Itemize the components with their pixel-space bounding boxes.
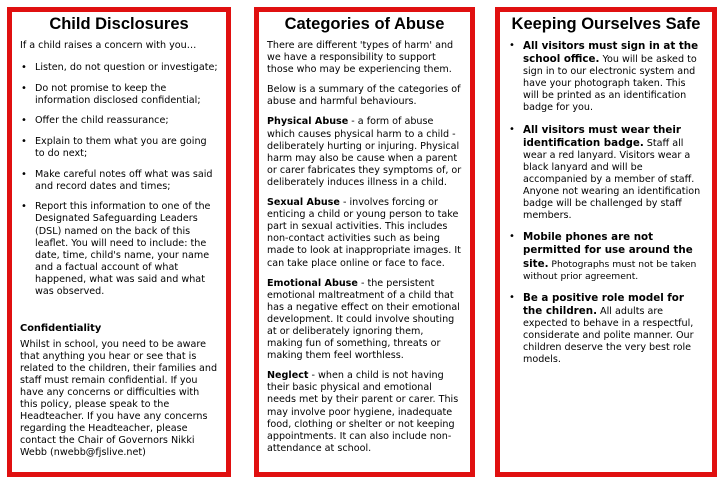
category-name: Physical Abuse bbox=[267, 116, 349, 128]
bullet-icon: • bbox=[21, 62, 27, 74]
category-name: Sexual Abuse bbox=[267, 197, 340, 209]
confidentiality-text: Whilst in school, you need to be aware that anything you hear or see that is related to the children, their families and staff must remain confidential. If you have any concerns or difficulties with this policy, please speak to the Headteacher. If you have any concerns regarding the Headteacher, please contact the Chair of Governors Nikki Webb (nwebb@fjslive.net) bbox=[20, 338, 218, 459]
category-name: Emotional Abuse bbox=[267, 277, 358, 289]
disclosure-list bbox=[20, 62, 218, 298]
list-item: • All visitors must wear their identification badge. Staff all wear a red lanyard. Visitors wear a black lanyard and will be accompanied by a member of staff. Anyone not wearing an identification badge will be challenged by staff members. bbox=[509, 123, 701, 222]
confidentiality-heading: Confidentiality bbox=[20, 322, 102, 334]
category-emotional: Emotional Abuse - the persistent emotional maltreatment of a child that has a negative effect on their emotional development. It could involve shouting at or deliberately ignoring them, making fun of something, threats or making them feel worthless. bbox=[267, 277, 460, 362]
bullet-icon: • bbox=[21, 115, 27, 127]
bullet-icon: • bbox=[509, 123, 515, 135]
summary-text: Below is a summary of the categories of abuse and harmful behaviours. bbox=[267, 84, 461, 108]
bullet-icon: • bbox=[21, 135, 27, 147]
category-physical: Physical Abuse - a form of abuse which causes physical harm to a child - deliberately hurting or injuring. Physical harm may also be cause when a parent or carer fabricates they symptoms of, or deliberately induces illness in a child. bbox=[267, 116, 462, 188]
panel-title: Categories of Abuse bbox=[284, 15, 445, 33]
list-item: • Listen, do not question or investigate; bbox=[21, 62, 218, 74]
panel-categories-of-abuse bbox=[254, 7, 475, 477]
bullet-icon: • bbox=[509, 231, 515, 243]
list-item: • Offer the child reassurance; bbox=[21, 115, 169, 127]
item-lead: All visitors must sign in at the school office. bbox=[523, 40, 699, 66]
bullet-icon: • bbox=[509, 40, 515, 51]
intro-text: There are different 'types of harm' and we have a responsibility to support those who may be experiencing them. bbox=[267, 40, 454, 76]
bullet-icon: • bbox=[21, 168, 27, 180]
list-item: • Mobile phones are not permitted for use around the site. Photographs must not be taken without prior agreement. bbox=[509, 231, 697, 282]
panel-keeping-ourselves-safe bbox=[495, 7, 717, 477]
item-lead: Be a positive role model for the children. bbox=[523, 291, 684, 317]
list-item: • Be a positive role model for the children. All adults are expected to behave in a respectful, considerate and polite manner. Our children deserve the very best role models. bbox=[509, 291, 694, 366]
category-neglect: Neglect - when a child is not having their basic physical and emotional needs met by their parent or carer. This may involve poor hygiene, inadequate food, clothing or shelter or not keeping appointments. It can also include non-attendance at school. bbox=[267, 370, 459, 454]
list-item: • Explain to them what you are going to do next; bbox=[21, 135, 207, 160]
bullet-icon: • bbox=[21, 201, 27, 213]
safety-list bbox=[508, 40, 704, 366]
panel-title: Keeping Ourselves Safe bbox=[511, 15, 701, 33]
list-item: • Report this information to one of the Designated Safeguarding Leaders (DSL) named on the back of this leaflet. You will need to include: the date, time, child's name, your name and a factual account of what happened, what was said and what was observed. bbox=[21, 201, 211, 297]
list-item: • Make careful notes off what was said and record dates and times; bbox=[21, 168, 213, 192]
category-name: Neglect bbox=[267, 370, 309, 382]
list-item: • All visitors must sign in at the school office. You will be asked to sign in to our electronic system and have your photograph taken. This will be printed as an identification badge for you. bbox=[509, 40, 699, 114]
item-lead: Mobile phones are not permitted for use around the site. bbox=[523, 231, 693, 270]
list-item: • Do not promise to keep the information disclosed confidential; bbox=[21, 82, 201, 106]
category-sexual: Sexual Abuse - involves forcing or enticing a child or young person to take part in sexual activities. This includes non-contact activities such as being made to look at inappropriate images. It can take place online or face to face. bbox=[267, 197, 461, 269]
bullet-icon: • bbox=[21, 82, 27, 94]
panel-child-disclosures bbox=[7, 7, 231, 477]
item-lead: All visitors must wear their identification badge. bbox=[523, 123, 681, 149]
intro-text: If a child raises a concern with you… bbox=[20, 40, 197, 51]
panel-title: Child Disclosures bbox=[49, 15, 189, 33]
bullet-icon: • bbox=[509, 291, 515, 303]
